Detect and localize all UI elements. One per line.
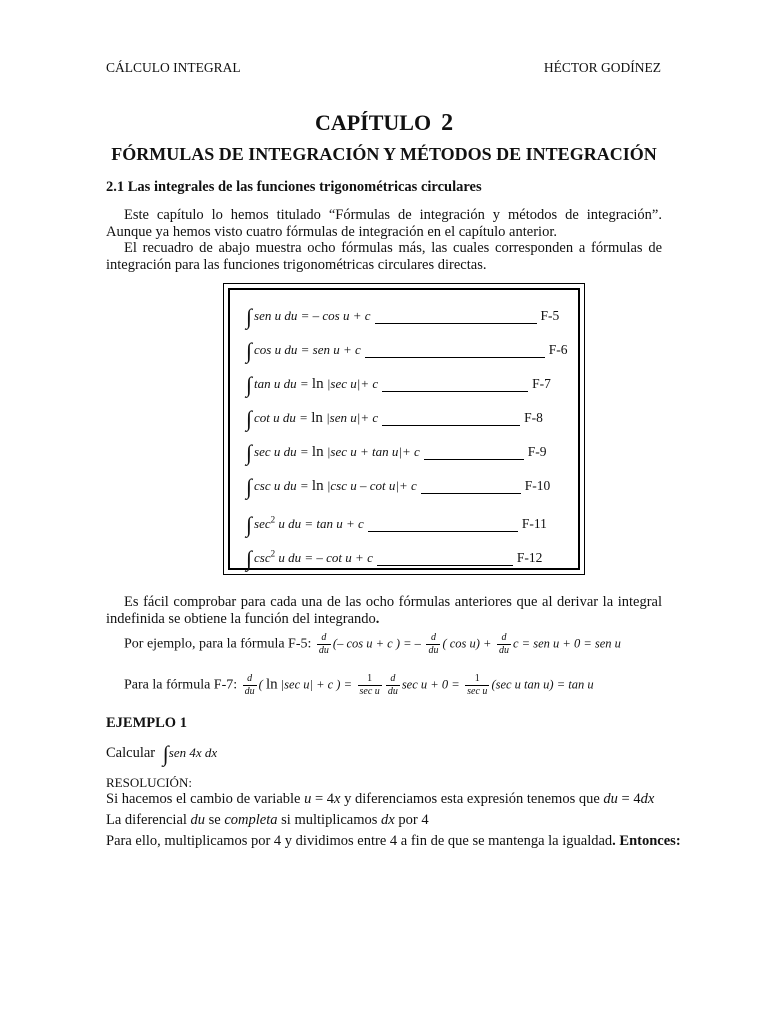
formula-row bbox=[246, 300, 582, 329]
formula-result: |sec u + tan u|+ c bbox=[326, 444, 420, 459]
integral-sign: ∫ bbox=[246, 338, 253, 363]
integral-sign: ∫ bbox=[246, 440, 253, 465]
formula-result: |sen u|+ c bbox=[326, 410, 379, 425]
example-f5-part1: (– cos u + c ) = – bbox=[332, 636, 421, 651]
formula-leader bbox=[377, 553, 513, 566]
formula-expression: sec bbox=[254, 516, 271, 531]
integral-sign: ∫ bbox=[246, 304, 253, 329]
formula-code: F-12 bbox=[516, 550, 543, 565]
formula-row bbox=[246, 470, 582, 499]
reciprocal-fraction: $\frac{1}{\text{sec u}}$ bbox=[359, 673, 380, 697]
formula-leader bbox=[368, 519, 518, 532]
formula-leader bbox=[421, 481, 521, 494]
formula-code: F-11 bbox=[521, 516, 547, 531]
example-f7-part1: |sec u| + c ) = bbox=[277, 677, 353, 692]
derivative-fraction: $\frac{d}{du}$ bbox=[499, 632, 509, 656]
formula-leader bbox=[382, 379, 528, 392]
example-statement bbox=[106, 737, 218, 766]
example-f5-intro: Por ejemplo, para la fórmula F-5: bbox=[124, 636, 312, 652]
integral-sign: ∫ bbox=[246, 372, 253, 397]
formula-code: F-5 bbox=[540, 308, 560, 323]
example-f7-line bbox=[124, 673, 594, 698]
ln-symbol: ln bbox=[311, 478, 324, 494]
ln-symbol: ln bbox=[265, 676, 278, 693]
integral-sign: ∫ bbox=[246, 406, 253, 431]
paren-open: ( bbox=[258, 677, 266, 692]
exponent: 2 bbox=[270, 514, 276, 525]
formula-expression-rest: u du = tan u + c bbox=[275, 516, 364, 531]
formula-expression: sen u du = – cos u + c bbox=[254, 308, 371, 323]
example-f7-intro: Para la fórmula F-7: bbox=[124, 677, 238, 693]
resolution-line-3: Para ello, multiplicamos por 4 y dividimos entre 4 a fin de que se mantenga la igualdad. Entonces: bbox=[106, 833, 681, 849]
integral-sign: ∫ bbox=[246, 474, 253, 499]
paragraph-verification bbox=[106, 594, 662, 628]
example-f5-line bbox=[124, 632, 621, 657]
integral-sign: ∫ bbox=[246, 512, 253, 537]
formula-expression: csc bbox=[254, 550, 271, 565]
formula-row bbox=[246, 542, 582, 571]
example-f5-part2: ( cos u) + bbox=[442, 636, 492, 651]
formula-leader bbox=[365, 345, 545, 358]
calcular-label: Calcular bbox=[106, 745, 156, 761]
formula-expression: cos u du = sen u + c bbox=[254, 342, 361, 357]
example-integrand: sen 4x dx bbox=[168, 745, 218, 760]
chapter-title bbox=[0, 110, 768, 137]
derivative-fraction: $\frac{d}{du}$ bbox=[318, 632, 329, 656]
formula-leader bbox=[375, 311, 537, 324]
header-right: HÉCTOR GODÍNEZ bbox=[543, 60, 661, 75]
resolution-line-1: Si hacemos el cambio de variable u = 4x y diferenciamos esta expresión tenemos que du = 4dx bbox=[106, 791, 655, 807]
integral-sign: ∫ bbox=[246, 546, 253, 571]
formula-row bbox=[246, 368, 582, 397]
formula-result: |csc u – cot u|+ c bbox=[326, 478, 417, 493]
paragraph-intro: Este capítulo lo hemos titulado “Fórmulas de integración y métodos de integración”. Aunque ya hemos visto cuatro fórmulas de integración en el capítulo anterior. bbox=[106, 207, 662, 240]
formula-code: F-6 bbox=[548, 342, 568, 357]
chapter-label: CAPÍTULO bbox=[314, 110, 432, 135]
derivative-fraction: $\frac{d}{du}$ bbox=[387, 673, 398, 697]
formula-expression-rest: u du = – cot u + c bbox=[275, 550, 373, 565]
formula-box bbox=[223, 283, 585, 575]
paragraph-verification-dot: . bbox=[375, 611, 380, 627]
formula-code: F-10 bbox=[524, 478, 551, 493]
formula-code: F-7 bbox=[532, 376, 551, 391]
formula-result: |sec u|+ c bbox=[326, 376, 379, 391]
integral-sign: ∫ bbox=[162, 741, 169, 766]
formula-row bbox=[246, 402, 582, 431]
formula-expression: csc u du = bbox=[254, 478, 309, 493]
header-left: CÁLCULO INTEGRAL bbox=[106, 60, 241, 75]
example-f5-part3: c = sen u + 0 = sen u bbox=[513, 636, 621, 651]
formula-row bbox=[246, 436, 582, 465]
section-heading: 2.1 Las integrales de las funciones trigonométricas circulares bbox=[106, 179, 482, 195]
formula-code: F-8 bbox=[524, 410, 543, 425]
resolution-label: RESOLUCIÓN: bbox=[106, 775, 192, 790]
derivative-fraction: $\frac{d}{du}$ bbox=[244, 673, 255, 697]
ln-symbol: ln bbox=[311, 444, 324, 460]
formula-row bbox=[246, 508, 582, 537]
paragraph-verification-text: Es fácil comprobar para cada una de las ocho fórmulas anteriores que al derivar la integral indefinida se obtiene la función del integrando bbox=[106, 594, 662, 627]
example-f7-part3: (sec u tan u) = tan u bbox=[491, 677, 594, 692]
formula-expression: cot u du = bbox=[254, 410, 308, 425]
paragraph-box-intro: El recuadro de abajo muestra ocho fórmulas más, las cuales corresponden a fórmulas de integración para las funciones trigonométricas circulares directas. bbox=[106, 240, 662, 273]
reciprocal-fraction: $\frac{1}{\text{sec u}}$ bbox=[467, 673, 488, 697]
chapter-number: 2 bbox=[441, 110, 454, 136]
formula-box-inner bbox=[228, 288, 580, 570]
exponent: 2 bbox=[270, 548, 276, 559]
resolution-line-2: La diferencial du se completa si multiplicamos dx por 4 bbox=[106, 812, 429, 828]
example-f7-part2: sec u + 0 = bbox=[401, 677, 460, 692]
formula-leader bbox=[382, 413, 520, 426]
chapter-subtitle: FÓRMULAS DE INTEGRACIÓN Y MÉTODOS DE INTEGRACIÓN bbox=[111, 144, 657, 164]
example-title: EJEMPLO 1 bbox=[106, 715, 187, 731]
derivative-fraction: $\frac{d}{du}$ bbox=[428, 632, 439, 656]
formula-expression: tan u du = bbox=[254, 376, 309, 391]
formula-code: F-9 bbox=[527, 444, 547, 459]
ln-symbol: ln bbox=[311, 410, 323, 426]
formula-leader bbox=[424, 447, 524, 460]
ln-symbol: ln bbox=[311, 376, 324, 392]
formula-row bbox=[246, 334, 582, 363]
formula-expression: sec u du = bbox=[254, 444, 309, 459]
